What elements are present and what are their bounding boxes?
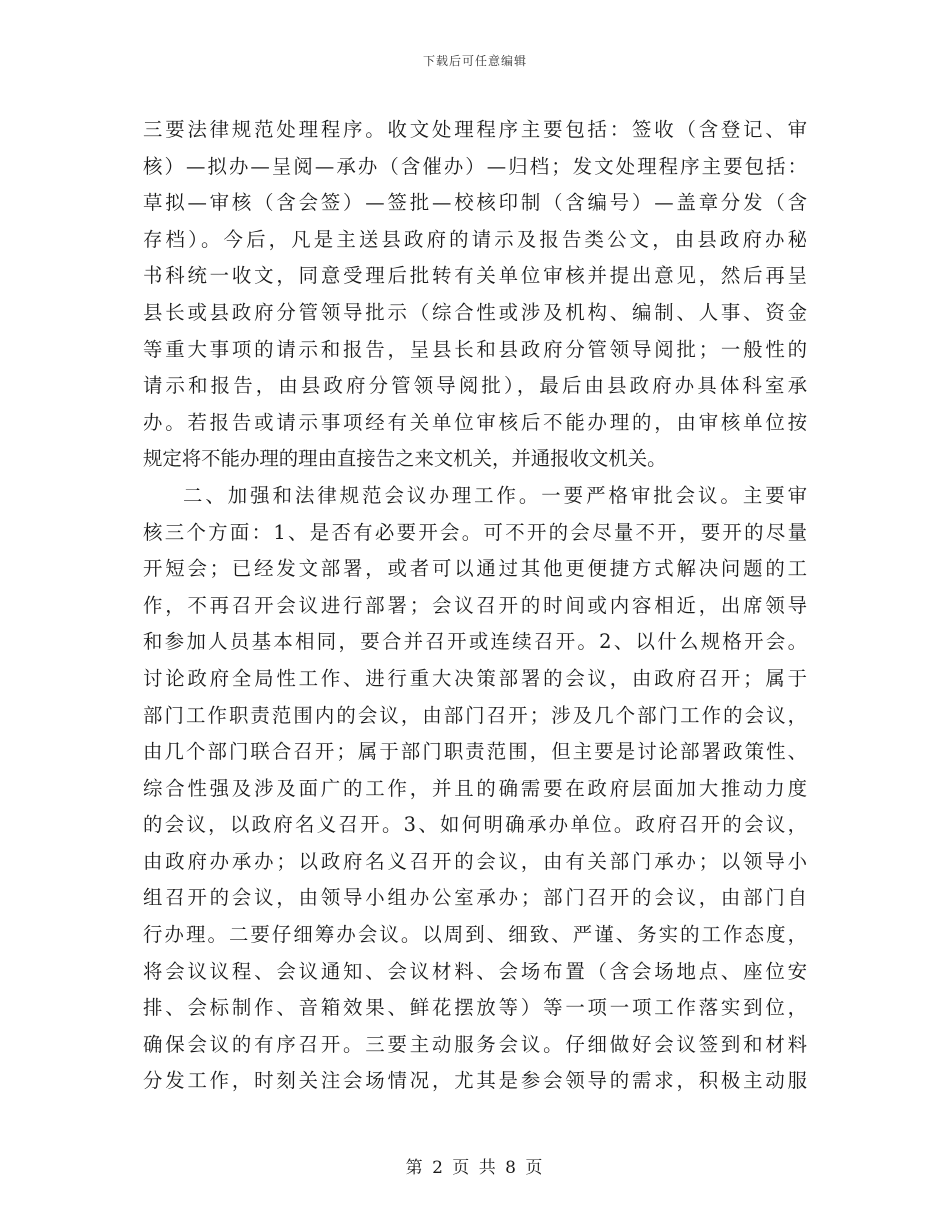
text-line: 草拟—审核（含会签）—签批—校核印制（含编号）—盖章分发（含 [143, 191, 807, 215]
text-line: 核）—拟办—呈阅—承办（含催办）—归档；发文处理程序主要包括： [143, 154, 807, 178]
text-line: 分发工作，时刻关注会场情况，尤其是参会领导的需求，积极主动服 [143, 1069, 807, 1093]
text-line: 行办理。二要仔细筹办会议。以周到、细致、严谨、务实的工作态度， [143, 923, 807, 947]
text-line: 组召开的会议，由领导小组办公室承办；部门召开的会议，由部门自 [143, 886, 807, 910]
text-line: 综合性强及涉及面广的工作，并且的确需要在政府层面加大推动力度 [143, 776, 807, 800]
paragraph-2 [143, 478, 807, 1100]
text-line: 的会议，以政府名义召开。3、如何明确承办单位。政府召开的会议， [143, 813, 807, 837]
header-text: 下载后可任意编辑 [422, 54, 527, 68]
text-line: 书科统一收文，同意受理后批转有关单位审核并提出意见，然后再呈 [143, 264, 807, 288]
page-footer [0, 1153, 950, 1178]
text-line: 将会议议程、会议通知、会议材料、会场布置（含会场地点、座位安 [143, 959, 807, 983]
text-line: 核三个方面：1、是否有必要开会。可不开的会尽量不开，要开的尽量 [143, 520, 807, 544]
text-line: 讨论政府全局性工作、进行重大决策部署的会议，由政府召开；属于 [143, 666, 807, 690]
text-line: 请示和报告，由县政府分管领导阅批），最后由县政府办具体科室承 [143, 374, 807, 398]
text-line: 开短会；已经发文部署，或者可以通过其他更便捷方式解决问题的工 [143, 557, 807, 581]
text-line: 等重大事项的请示和报告，呈县长和县政府分管领导阅批；一般性的 [143, 337, 807, 361]
text-line: 作，不再召开会议进行部署；会议召开的时间或内容相近，出席领导 [143, 593, 807, 617]
text-line: 由几个部门联合召开；属于部门职责范围，但主要是讨论部署政策性、 [143, 740, 807, 764]
text-line: 办。若报告或请示事项经有关单位审核后不能办理的，由审核单位按 [143, 410, 807, 434]
text-line: 县长或县政府分管领导批示（综合性或涉及机构、编制、人事、资金 [143, 300, 807, 324]
text-line: 规定将不能办理的理由直接告之来文机关，并通报收文机关。 [143, 447, 667, 471]
text-line: 排、会标制作、音箱效果、鲜花摆放等）等一项一项工作落实到位， [143, 996, 807, 1020]
text-line: 二、加强和法律规范会议办理工作。一要严格审批会议。主要审 [183, 483, 807, 507]
text-line: 存档）。今后，凡是主送县政府的请示及报告类公文，由县政府办秘 [143, 227, 807, 251]
text-line: 部门工作职责范围内的会议，由部门召开；涉及几个部门工作的会议， [143, 703, 807, 727]
paragraph-1 [143, 112, 807, 478]
text-line: 和参加人员基本相同，要合并召开或连续召开。2、以什么规格开会。 [143, 630, 807, 654]
text-line: 确保会议的有序召开。三要主动服务会议。仔细做好会议签到和材料 [143, 1032, 807, 1056]
page-number-label: 第 2 页 共 8 页 [405, 1158, 545, 1178]
page-header [0, 52, 950, 69]
text-line: 由政府办承办；以政府名义召开的会议，由有关部门承办；以领导小 [143, 849, 807, 873]
text-line: 三要法律规范处理程序。收文处理程序主要包括：签收（含登记、审 [143, 118, 807, 141]
document-body [143, 112, 807, 1100]
